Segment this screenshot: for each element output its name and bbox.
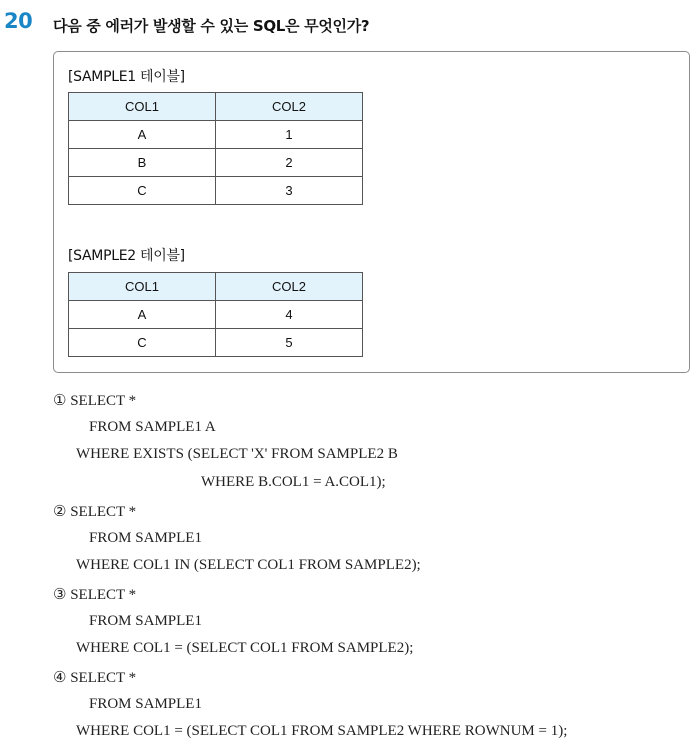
option-2-from: FROM SAMPLE1 bbox=[89, 530, 202, 546]
table-cell: C bbox=[69, 177, 216, 205]
option-2-where: WHERE COL1 IN (SELECT COL1 FROM SAMPLE2); bbox=[76, 557, 421, 573]
table-row bbox=[69, 177, 363, 205]
question-text: 다음 중 에러가 발생할 수 있는 SQL은 무엇인가? bbox=[53, 17, 370, 35]
table-cell: B bbox=[69, 149, 216, 177]
option-4-from: FROM SAMPLE1 bbox=[89, 696, 202, 712]
table-row bbox=[69, 301, 363, 329]
option-3-where: WHERE COL1 = (SELECT COL1 FROM SAMPLE2); bbox=[76, 640, 414, 656]
header-col1: COL1 bbox=[69, 273, 216, 301]
option-4-select: ④ SELECT * bbox=[53, 670, 137, 686]
table-cell: 5 bbox=[216, 329, 363, 357]
option-1-from: FROM SAMPLE1 A bbox=[89, 419, 216, 435]
option-4-where: WHERE COL1 = (SELECT COL1 FROM SAMPLE2 WHERE ROWNUM = 1); bbox=[76, 723, 568, 739]
header-col1: COL1 bbox=[69, 93, 216, 121]
question-number: 20 bbox=[4, 9, 33, 33]
option-1-where: WHERE EXISTS (SELECT 'X' FROM SAMPLE2 B bbox=[76, 446, 398, 462]
table-header-row bbox=[69, 273, 363, 301]
option-2-select: ② SELECT * bbox=[53, 504, 137, 520]
sample2-label: [SAMPLE2 테이블] bbox=[68, 248, 185, 264]
table-cell: A bbox=[69, 301, 216, 329]
option-3-from: FROM SAMPLE1 bbox=[89, 613, 202, 629]
table-cell: A bbox=[69, 121, 216, 149]
header-col2: COL2 bbox=[216, 273, 363, 301]
header-col2: COL2 bbox=[216, 93, 363, 121]
option-1-subwhere: WHERE B.COL1 = A.COL1); bbox=[201, 474, 386, 490]
table-cell: 1 bbox=[216, 121, 363, 149]
table-row bbox=[69, 121, 363, 149]
sample2-table bbox=[68, 272, 363, 357]
option-3-select: ③ SELECT * bbox=[53, 587, 137, 603]
sample1-table bbox=[68, 92, 363, 205]
table-row bbox=[69, 329, 363, 357]
table-header-row bbox=[69, 93, 363, 121]
table-cell: 2 bbox=[216, 149, 363, 177]
table-cell: 3 bbox=[216, 177, 363, 205]
sample1-label: [SAMPLE1 테이블] bbox=[68, 69, 185, 85]
table-cell: C bbox=[69, 329, 216, 357]
option-1-select: ① SELECT * bbox=[53, 393, 137, 409]
table-cell: 4 bbox=[216, 301, 363, 329]
table-row bbox=[69, 149, 363, 177]
